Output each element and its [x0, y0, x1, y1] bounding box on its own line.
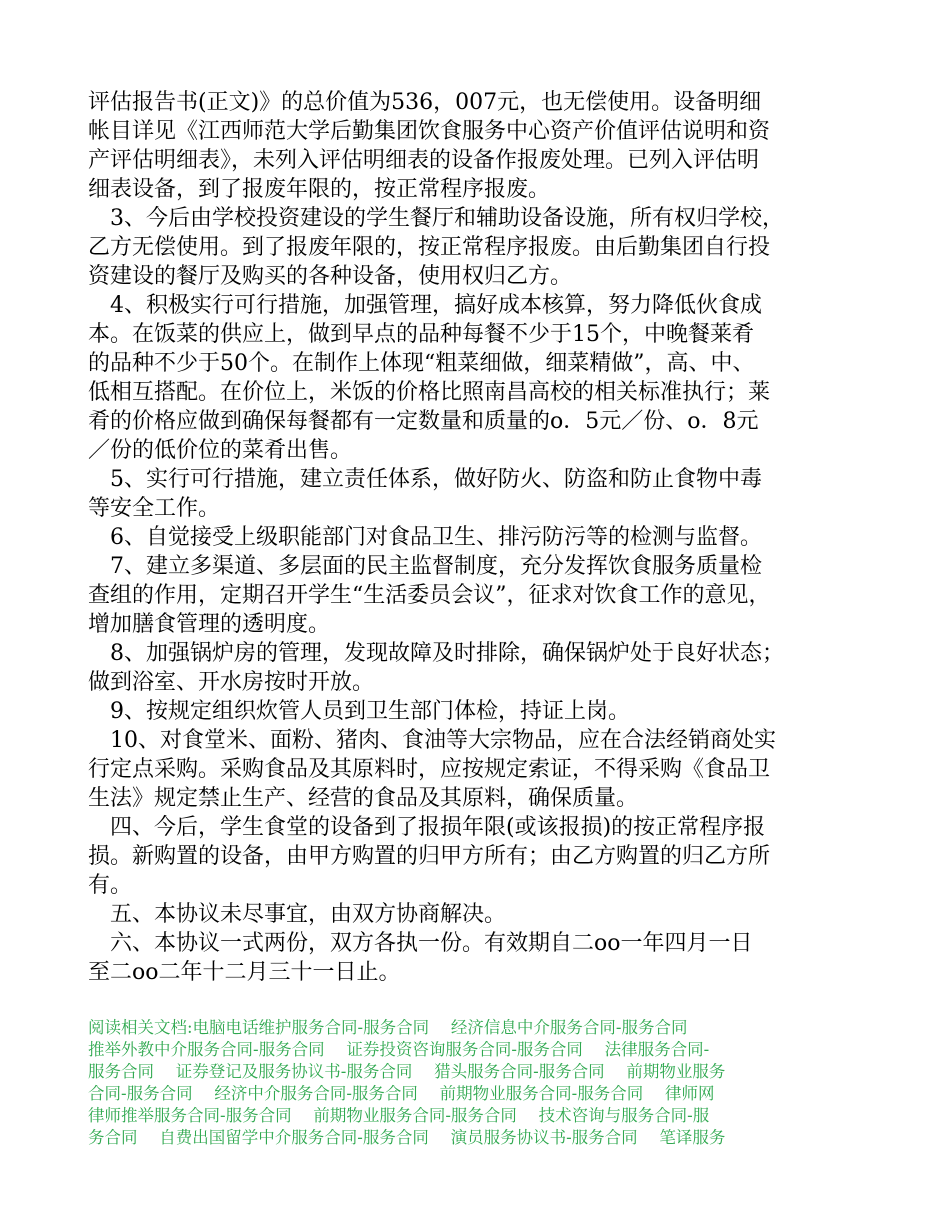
body-line: 行定点采购。采购食品及其原料时，应按规定索证，不得采购《食品卫 — [88, 757, 771, 782]
body-line: 8、加强锅炉房的管理，发现故障及时排除，确保锅炉处于良好状态； — [88, 641, 784, 666]
body-line: 帐目详见《江西师范大学后勤集团饮食服务中心资产价值评估说明和资 — [88, 119, 771, 144]
body-line: 6、自觉接受上级职能部门对食品卫生、排污防污等的检测与监督。 — [88, 525, 762, 550]
body-line: 有。 — [88, 873, 133, 898]
body-line: 产评估明细表》，未列入评估明细表的设备作报废处理。已列入评估明 — [88, 148, 760, 173]
body-line: 增加膳食管理的透明度。 — [88, 612, 331, 637]
body-line: 损。新购置的设备，由甲方购置的归甲方所有；由乙方购置的归乙方所 — [88, 844, 771, 869]
related-links-line[interactable]: 律师推举服务合同-服务合同 前期物业服务合同-服务合同 技术咨询与服务合同-服 — [88, 1106, 710, 1125]
related-links-line[interactable]: 服务合同 证券登记及服务协议书-服务合同 猎头服务合同-服务合同 前期物业服务 — [88, 1062, 726, 1081]
body-line: 的品种不少于50个。在制作上体现“粗菜细做，细菜精做”，高、中、 — [88, 351, 755, 376]
related-documents — [88, 1017, 868, 1149]
body-line: 生法》规定禁止生产、经营的食品及其原料，确保质量。 — [88, 786, 639, 811]
body-line: 至二oo二年十二月三十一日止。 — [88, 960, 401, 985]
body-line: 评估报告书(正文)》的总价值为536，007元，也无偿使用。设备明细 — [88, 90, 762, 115]
body-line: 本。在饭菜的供应上，做到早点的品种每餐不少于15个，中晚餐莱肴 — [88, 322, 754, 347]
body-line: 4、积极实行可行措施，加强管理，搞好成本核算，努力降低伙食成 — [88, 293, 762, 318]
related-links-line[interactable]: 务合同 自费出国留学中介服务合同-服务合同 演员服务协议书-服务合同 笔译服务 — [88, 1128, 726, 1147]
body-line: 等安全工作。 — [88, 496, 221, 521]
document-body — [88, 88, 868, 987]
body-line: 10、对食堂米、面粉、猪肉、食油等大宗物品，应在合法经销商处实 — [88, 728, 776, 753]
body-line: 四、今后，学生食堂的设备到了报损年限(或该报损)的按正常程序报 — [88, 815, 766, 840]
body-line: 五、本协议未尽事宜，由双方协商解决。 — [88, 902, 507, 927]
body-line: 做到浴室、开水房按时开放。 — [88, 670, 375, 695]
body-line: 细表设备，到了报废年限的，按正常程序报废。 — [88, 177, 551, 202]
body-line: 3、今后由学校投资建设的学生餐厅和辅助设备设施，所有权归学校， — [88, 206, 784, 231]
body-line: 肴的价格应做到确保每餐都有一定数量和质量的o．5元／份、o．8元 — [88, 409, 759, 434]
body-line: 7、建立多渠道、多层面的民主监督制度，充分发挥饮食服务质量检 — [88, 554, 762, 579]
body-line: 9、按规定组织炊管人员到卫生部门体检，持证上岗。 — [88, 699, 630, 724]
related-links-line[interactable]: 阅读相关文档:电脑电话维护服务合同-服务合同 经济信息中介服务合同-服务合同 — [88, 1018, 688, 1037]
body-line: 六、本协议一式两份，双方各执一份。有效期自二oo一年四月一日 — [88, 931, 753, 956]
body-line: 5、实行可行措施，建立责任体系，做好防火、防盗和防止食物中毒 — [88, 467, 762, 492]
body-line: ／份的低价位的菜肴出售。 — [88, 438, 353, 463]
body-line: 乙方无偿使用。到了报废年限的，按正常程序报废。由后勤集团自行投 — [88, 235, 771, 260]
body-line: 资建设的餐厅及购买的各种设备，使用权归乙方。 — [88, 264, 573, 289]
document-page — [88, 88, 868, 1149]
body-line: 查组的作用，定期召开学生“生活委员会议”，征求对饮食工作的意见， — [88, 583, 771, 608]
related-links-line[interactable]: 合同-服务合同 经济中介服务合同-服务合同 前期物业服务合同-服务合同 律师网 — [88, 1084, 715, 1103]
body-line: 低相互搭配。在价位上，米饭的价格比照南昌高校的相关标准执行；莱 — [88, 380, 771, 405]
related-links-line[interactable]: 推举外教中介服务合同-服务合同 证券投资咨询服务合同-服务合同 法律服务合同- — [88, 1040, 710, 1059]
